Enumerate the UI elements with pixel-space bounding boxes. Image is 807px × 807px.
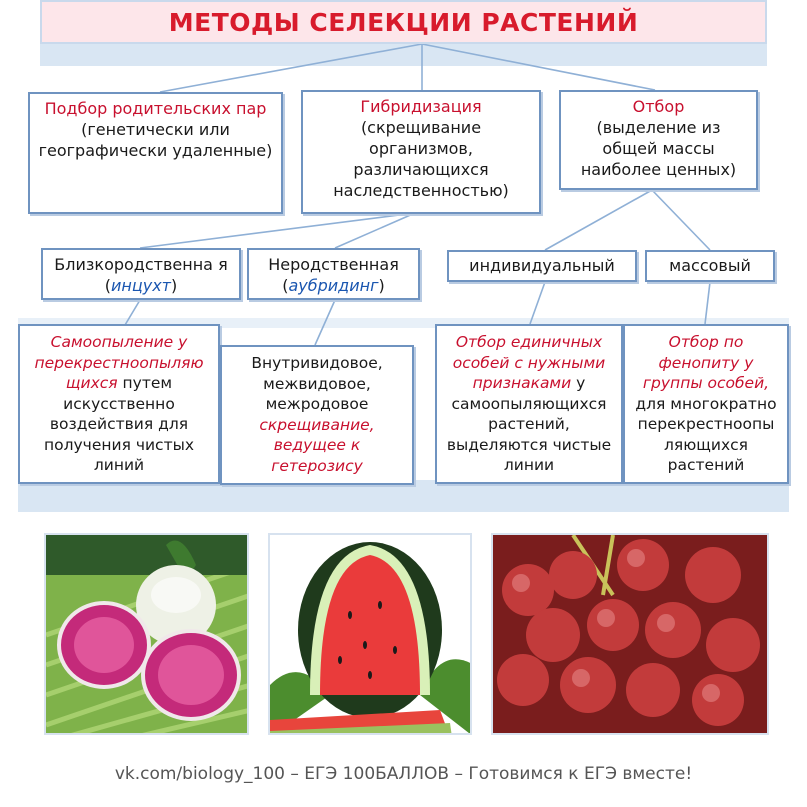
inbreeding-detail-box	[18, 324, 220, 484]
individual-selection-label: индивидуальный	[469, 256, 615, 275]
outbreeding-close: )	[378, 276, 385, 295]
selection-pairs-box	[28, 92, 283, 214]
radish-photo	[44, 533, 249, 735]
mass-selection-label: массовый	[669, 256, 751, 275]
watermelon-photo	[268, 533, 472, 735]
outbreeding-detail-plain: Внутривидовое, межвидовое, межродовое	[251, 354, 383, 413]
outbreeding-term: аубридинг	[288, 276, 379, 295]
mass-selection-box	[645, 250, 775, 282]
inbreeding-text: Близкородственна я (	[54, 255, 228, 295]
page-title: МЕТОДЫ СЕЛЕКЦИИ РАСТЕНИЙ	[40, 0, 767, 44]
outbreeding-box	[247, 248, 420, 300]
grapes-photo	[491, 533, 769, 735]
hybridization-box	[301, 90, 541, 214]
hybridization-desc: (скрещивание организмов, различающихся наследственностью)	[333, 118, 509, 200]
selection-heading: Отбор	[632, 97, 685, 116]
mass-detail-box	[623, 324, 789, 484]
outbreeding-text: Неродственная (	[268, 255, 399, 295]
mass-detail-rest: для многократно перекрестноопы ляющихся растений	[635, 394, 777, 474]
individual-selection-box	[447, 250, 637, 282]
footer-source: vk.com/biology_100 – ЕГЭ 100БАЛЛОВ – Готовимся к ЕГЭ вместе!	[114, 764, 693, 784]
outbreeding-detail-box	[220, 345, 414, 485]
inbreeding-detail-red: Самоопыление у перекрестноопыляю щихся	[34, 333, 204, 392]
individual-detail-rest: у самоопыляющихся растений, выделяются чистые линии	[446, 374, 612, 474]
hybridization-heading: Гибридизация	[360, 97, 482, 116]
individual-detail-red: Отбор единичных особей с нужными признаками	[452, 333, 606, 392]
selection-box	[559, 90, 758, 190]
selection-pairs-heading: Подбор родительских пар	[44, 99, 267, 118]
inbreeding-detail-rest: путем искусственно воздействия для получения чистых линий	[43, 374, 195, 474]
inbreeding-box	[41, 248, 241, 300]
inbreeding-term: инцухт	[110, 276, 171, 295]
individual-detail-box	[435, 324, 623, 484]
selection-desc: (выделение из общей массы наиболее ценных)	[580, 118, 737, 179]
selection-pairs-desc: (генетически или географически удаленные)	[38, 120, 273, 160]
mass-detail-red: Отбор по фенопиту у группы особей,	[642, 333, 770, 392]
outbreeding-detail-red: скрещивание, ведущее к гетерозису	[259, 415, 375, 475]
inbreeding-close: )	[171, 276, 178, 295]
